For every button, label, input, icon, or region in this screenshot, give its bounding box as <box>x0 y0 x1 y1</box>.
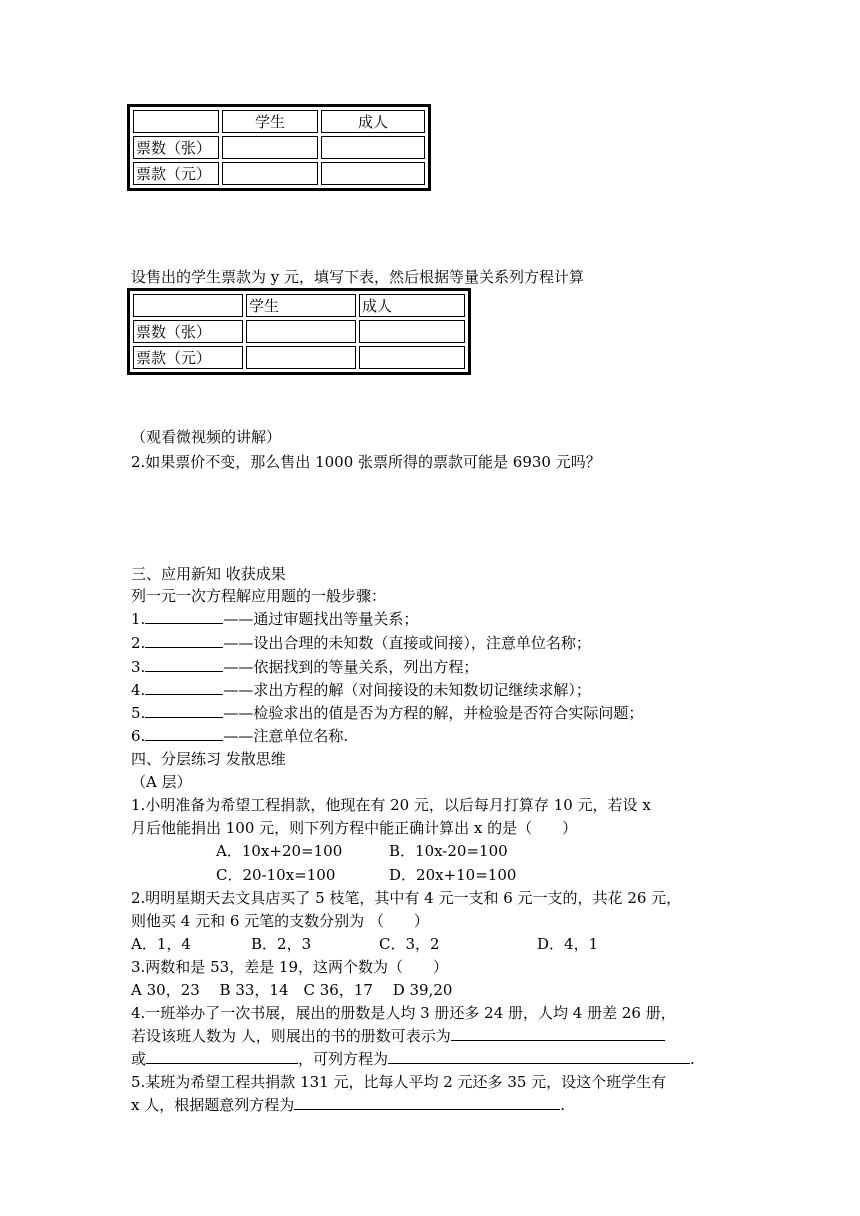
problem-4-line-3 <box>131 1048 695 1070</box>
table-header-row <box>133 294 465 317</box>
step-text: ——依据找到的等量关系，列出方程； <box>223 658 479 676</box>
level-label: （A 层） <box>131 773 192 791</box>
ticket-table-1 <box>127 104 431 191</box>
option-b: B．2，3 <box>251 935 312 953</box>
answer-blank[interactable] <box>146 1048 298 1064</box>
problem-1-line-2: 月后他能捐出 100 元，则下列方程中能正确计算出 x 的是（ ） <box>131 819 578 837</box>
problem-2-line-2: 则他买 4 元和 6 元笔的支数分别为 （ ） <box>131 912 429 930</box>
problem-4-text: 若设该班人数为 人，则展出的书的册数可表示为 <box>131 1027 451 1045</box>
option-c: C．20-10x=100 <box>216 866 336 884</box>
problem-3-line-1: 3.两数和是 53，差是 19，这两个数为（ ） <box>131 958 449 976</box>
step-number: 1. <box>131 610 146 628</box>
row-label: 票款（元） <box>133 346 243 369</box>
intro-text: 设售出的学生票款为 y 元，填写下表，然后根据等量关系列方程计算 <box>131 268 585 286</box>
option-d: D．4，1 <box>537 935 599 953</box>
step-item <box>131 608 418 630</box>
problem-5-text: x 人，根据题意列方程为 <box>131 1096 295 1114</box>
row-label: 票款（元） <box>133 162 219 185</box>
table-row <box>133 162 425 185</box>
problem-2-line-1: 2.明明星期天去文具店买了 5 枝笔，其中有 4 元一支和 6 元一支的，共花 26 元， <box>131 889 682 907</box>
header-cell: 学生 <box>246 294 356 317</box>
option-c: C．3，2 <box>379 935 440 953</box>
table-cell <box>222 136 318 159</box>
table-cell <box>321 136 425 159</box>
step-item <box>131 679 591 701</box>
section-3-subtitle: 列一元一次方程解应用题的一般步骤： <box>131 587 387 605</box>
step-number: 2. <box>131 634 146 652</box>
header-cell <box>133 294 243 317</box>
problem-5-end: . <box>560 1096 566 1114</box>
row-label: 票数（张） <box>133 136 219 159</box>
step-item <box>131 632 591 654</box>
option-d: D．20x+10=100 <box>389 866 517 884</box>
problem-5-line-1: 5.某班为希望工程共捐款 131 元，比每人平均 2 元还多 35 元，设这个班学生有 <box>131 1073 667 1091</box>
step-number: 4. <box>131 681 146 699</box>
step-text: ——检验求出的值是否为方程的解，并检验是否符合实际问题； <box>223 704 644 722</box>
problem-5-line-2 <box>131 1094 565 1116</box>
problem-4-end: . <box>690 1050 695 1068</box>
step-blank <box>145 679 223 695</box>
table-row <box>133 136 425 159</box>
step-blank <box>145 632 223 648</box>
step-text: ——设出合理的未知数（直接或间接），注意单位名称； <box>223 634 591 652</box>
problem-1-line-1: 1.小明准备为希望工程捐款，他现在有 20 元，以后每月打算存 10 元，若设 x <box>131 796 651 814</box>
problem-3-options: A 30，23 B 33，14 C 36，17 D 39,20 <box>131 981 453 999</box>
header-cell: 学生 <box>222 110 318 133</box>
step-number: 6. <box>131 727 146 745</box>
table-cell <box>246 346 356 369</box>
answer-blank[interactable] <box>451 1025 665 1041</box>
problem-4-text: ，可列方程为 <box>298 1050 389 1068</box>
answer-blank[interactable] <box>388 1048 690 1064</box>
row-label: 票数（张） <box>133 320 243 343</box>
ticket-table-2 <box>127 288 471 375</box>
header-cell: 成人 <box>359 294 465 317</box>
header-cell <box>133 110 219 133</box>
step-number: 5. <box>131 704 146 722</box>
option-a: A．10x+20=100 <box>216 842 343 860</box>
step-blank <box>145 608 223 624</box>
table-cell <box>359 346 465 369</box>
header-cell: 成人 <box>321 110 425 133</box>
table-cell <box>222 162 318 185</box>
section-3-title: 三、应用新知 收获成果 <box>131 565 286 583</box>
problem-4-text: 或 <box>131 1050 147 1068</box>
problem-4-line-1: 4.一班举办了一次书展，展出的册数是人均 3 册还多 24 册，人均 4 册差 26 册， <box>131 1004 676 1022</box>
table-cell <box>321 162 425 185</box>
step-number: 3. <box>131 658 146 676</box>
step-item <box>131 702 643 724</box>
video-note: （观看微视频的讲解） <box>131 428 282 446</box>
option-b: B．10x-20=100 <box>389 842 508 860</box>
step-text: ——通过审题找出等量关系； <box>223 610 419 628</box>
step-item <box>131 656 478 678</box>
step-item <box>131 725 348 747</box>
step-blank <box>145 656 223 672</box>
table-row <box>133 346 465 369</box>
table-row <box>133 320 465 343</box>
step-text: ——注意单位名称. <box>223 727 349 745</box>
problem-4-line-2 <box>131 1025 665 1047</box>
table-header-row <box>133 110 425 133</box>
section-4-title: 四、分层练习 发散思维 <box>131 750 286 768</box>
question-2: 2.如果票价不变，那么售出 1000 张票所得的票款可能是 6930 元吗？ <box>131 453 601 471</box>
step-text: ——求出方程的解（对间接设的未知数切记继续求解）； <box>223 681 591 699</box>
option-a: A．1，4 <box>131 935 191 953</box>
step-blank <box>145 725 223 741</box>
table-cell <box>246 320 356 343</box>
table-cell <box>359 320 465 343</box>
step-blank <box>145 702 223 718</box>
answer-blank[interactable] <box>294 1094 560 1110</box>
